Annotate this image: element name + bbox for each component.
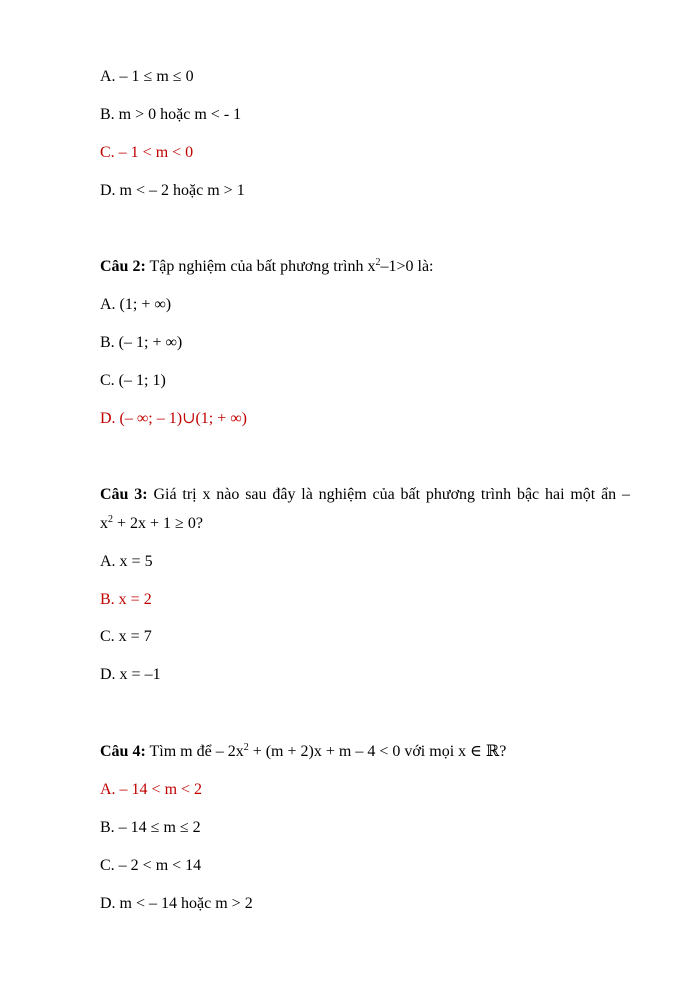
q3-label: Câu 3: [100,486,148,503]
q4-stem [100,742,506,762]
q2-stem-text-end: –1>0 là: [380,258,434,275]
q3-stem-line2 [100,514,203,534]
q2-option-a: A. (1; + ∞) [100,296,172,313]
q1-option-b: B. m > 0 hoặc m < - 1 [100,106,242,123]
q4-stem-text-end: + (m + 2)x + m – 4 < 0 với mọi x ∈ ℝ? [248,743,507,760]
q2-option-b: B. (– 1; + ∞) [100,334,183,351]
q4-option-a-correct: A. – 14 < m < 2 [100,781,203,798]
q2-stem-text: Tập nghiệm của bất phương trình x [145,258,376,275]
q3-option-a: A. x = 5 [100,553,153,570]
q4-label: Câu 4: [100,743,146,760]
q3-stem-text: Giá trị x nào sau đây là nghiệm của bất phương trình bậc hai một ẩn – [147,486,631,503]
q3-stem-line1 [100,485,630,505]
q2-option-d-correct: D. (– ∞; – 1)∪(1; + ∞) [100,410,247,427]
q2-stem-exponent: 2 [375,257,381,268]
q3-option-b-correct: B. x = 2 [100,591,152,608]
q4-stem-text: Tìm m để – 2x [145,743,244,760]
q3-stem-text-end: + 2x + 1 ≥ 0? [113,515,203,532]
q4-option-d: D. m < – 14 hoặc m > 2 [100,895,253,912]
q2-stem [100,257,433,277]
q3-stem-exponent: 2 [108,514,113,525]
q4-option-b: B. – 14 ≤ m ≤ 2 [100,819,201,836]
q1-option-c-correct: C. – 1 < m < 0 [100,144,194,161]
q1-option-d: D. m < – 2 hoặc m > 1 [100,182,245,199]
q3-option-d: D. x = –1 [100,666,161,683]
q2-option-c: C. (– 1; 1) [100,372,166,389]
q1-option-a: A. – 1 ≤ m ≤ 0 [100,68,194,85]
q3-option-c: C. x = 7 [100,628,152,645]
q3-stem-var: x [100,515,108,532]
q2-label: Câu 2: [100,258,146,275]
q4-stem-exponent: 2 [243,742,249,753]
q4-option-c: C. – 2 < m < 14 [100,857,202,874]
